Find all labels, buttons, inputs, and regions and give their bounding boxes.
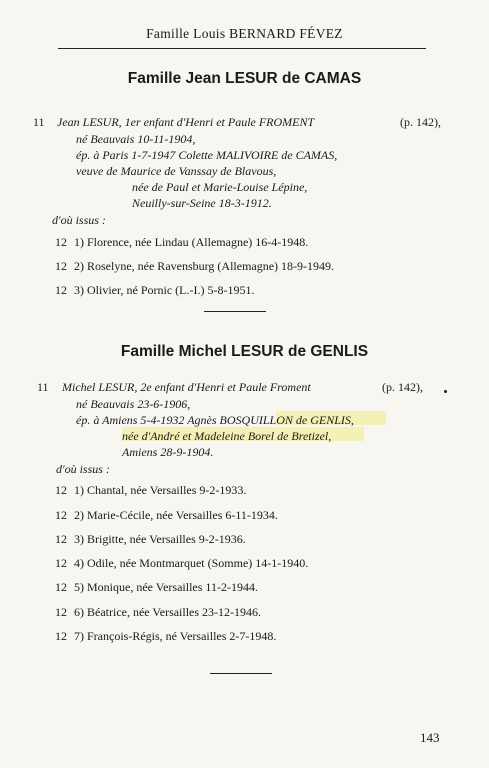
- running-header: Famille Louis BERNARD FÉVEZ: [146, 26, 343, 41]
- ink-speck: [444, 390, 447, 393]
- section2-line-2: né Beauvais 23-6-1906,: [76, 397, 191, 411]
- section2-line-4: née d'André et Madeleine Borel de Bretizel,: [122, 429, 332, 443]
- section2-line-3: ép. à Amiens 5-4-1932 Agnès BOSQUILLON de GENLIS,: [76, 413, 354, 427]
- section1-child-3-gen: 12: [55, 283, 67, 297]
- section2-child-4-gen: 12: [55, 556, 67, 570]
- section1-line-5: née de Paul et Marie-Louise Lépine,: [132, 180, 308, 194]
- section2-child-4: 4) Odile, née Montmarquet (Somme) 14-1-1940.: [74, 556, 309, 570]
- section2-child-6: 6) Béatrice, née Versailles 23-12-1946.: [74, 605, 262, 619]
- section2-child-3-gen: 12: [55, 532, 67, 546]
- section1-child-3: 3) Olivier, né Pornic (L.-I.) 5-8-1951.: [74, 283, 255, 297]
- section2-child-1: 1) Chantal, née Versailles 9-2-1933.: [74, 483, 247, 497]
- section1-line-3: ép. à Paris 1-7-1947 Colette MALIVOIRE de CAMAS,: [76, 148, 338, 162]
- section-separator-bottom: [210, 673, 272, 674]
- section2-line-5: Amiens 28-9-1904.: [122, 445, 214, 459]
- section2-child-6-gen: 12: [55, 605, 67, 619]
- header-rule: [58, 48, 426, 49]
- page-number: 143: [420, 730, 440, 745]
- section1-generation: 11: [33, 115, 45, 129]
- section2-heading: Famille Michel LESUR de GENLIS: [120, 343, 369, 360]
- section2-generation: 11: [37, 380, 49, 394]
- section-separator: [204, 311, 266, 312]
- section2-issue-label: d'où issus :: [56, 462, 110, 476]
- section1-line-1: Jean LESUR, 1er enfant d'Henri et Paule FROMENT: [57, 115, 315, 129]
- section1-child-2-gen: 12: [55, 259, 67, 273]
- section2-child-2: 2) Marie-Cécile, née Versailles 6-11-1934.: [74, 508, 278, 522]
- section2-child-7-gen: 12: [55, 629, 67, 643]
- section1-line-6: Neuilly-sur-Seine 18-3-1912.: [132, 196, 272, 210]
- section1-child-1: 1) Florence, née Lindau (Allemagne) 16-4-1948.: [74, 235, 309, 249]
- section1-line-1-page: (p. 142),: [400, 115, 441, 129]
- section2-child-3: 3) Brigitte, née Versailles 9-2-1936.: [74, 532, 246, 546]
- section1-child-2: 2) Roselyne, née Ravensburg (Allemagne) 18-9-1949.: [74, 259, 335, 273]
- section2-line-1: Michel LESUR, 2e enfant d'Henri et Paule Froment: [62, 380, 311, 394]
- section2-line-1-page: (p. 142),: [382, 380, 423, 394]
- section1-line-2: né Beauvais 10-11-1904,: [76, 132, 196, 146]
- section2-child-7: 7) François-Régis, né Versailles 2-7-1948.: [74, 629, 277, 643]
- section1-issue-label: d'où issus :: [52, 213, 106, 227]
- section1-heading: Famille Jean LESUR de CAMAS: [127, 70, 362, 87]
- section2-child-5-gen: 12: [55, 580, 67, 594]
- section1-line-4: veuve de Maurice de Vanssay de Blavous,: [76, 164, 277, 178]
- section2-child-1-gen: 12: [55, 483, 67, 497]
- section1-child-1-gen: 12: [55, 235, 67, 249]
- section2-child-2-gen: 12: [55, 508, 67, 522]
- section2-child-5: 5) Monique, née Versailles 11-2-1944.: [74, 580, 258, 594]
